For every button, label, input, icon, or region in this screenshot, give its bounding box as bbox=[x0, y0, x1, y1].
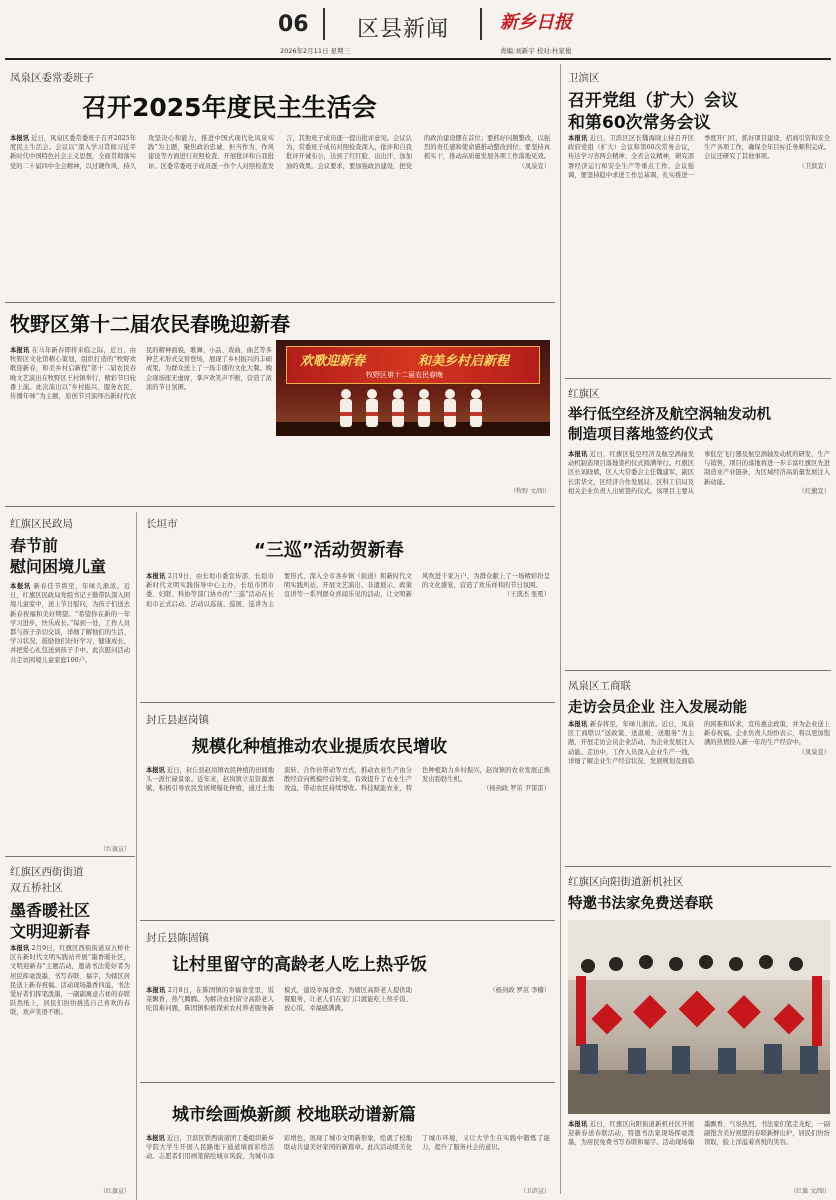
kicker-changyuan: 长垣市 bbox=[146, 518, 178, 530]
kicker-fengqiu-planting: 封丘县赵岗镇 bbox=[146, 714, 209, 726]
kicker-weibin-meeting: 卫滨区 bbox=[568, 72, 600, 84]
body-changyuan bbox=[146, 572, 550, 692]
body-hongqi-xizhou bbox=[10, 944, 130, 1182]
byline-changyuan: （王凯杰 张冕） bbox=[503, 591, 550, 599]
masthead-rule bbox=[5, 58, 831, 60]
headline-hongqi-children-2: 慰问困境儿童 bbox=[10, 557, 107, 576]
text-fengqiu-planting: 近日，封丘县赵岗镇农民种植的田间地头一派忙碌景象。近年来，赵岗镇立足资源禀赋，积极引导农民发展规模化种植，通过土地流转、合作社带动等方式，推动农业生产由分散经营向规模经营转变，有效提升了农业生产效益，带动农民持续增收。科技赋能农业，特色种植助力乡村振兴，赵岗镇的农业发展正焕发出勃勃生机。 bbox=[146, 767, 550, 793]
lead-muye-gala: 本报讯 bbox=[10, 347, 30, 354]
lead-fengquan-business: 本报讯 bbox=[568, 721, 588, 728]
body-xiangyang-couplets bbox=[568, 1120, 830, 1186]
body-weibin-meeting bbox=[568, 134, 830, 372]
lead-weibin-murals: 本报讯 bbox=[146, 1135, 165, 1142]
rule-right-3 bbox=[565, 866, 831, 867]
rule-left-1 bbox=[5, 856, 135, 857]
kicker-hongqi-children: 红旗区民政局 bbox=[10, 518, 73, 530]
rule-1 bbox=[5, 302, 555, 303]
masthead-divider-left bbox=[323, 8, 325, 40]
lead-fengqiu-elderly: 本报讯 bbox=[146, 987, 166, 994]
byline-fengqiu-elderly: （杨剑政 罗茁 李楠） bbox=[489, 987, 550, 994]
byline-weibin-meeting: （卫滨宣） bbox=[798, 162, 830, 170]
section-title: 区县新闻 bbox=[357, 17, 450, 42]
text-weibin-murals: 近日，卫滨区铁西街道团工委组织新乡学院大学生开展人民路地下通道墙面彩绘活动。志愿者们用画笔描绘城市风貌，为城市添彩增色，展现了城市文明新形象，绘就了校地联动共建美好家园的新篇章。此次活动既美化了城市环境，又让大学生在实践中锻炼了能力，提升了服务社会的意识。 bbox=[146, 1135, 550, 1161]
byline-hongqi-xizhou: （红旗宣） bbox=[99, 1188, 130, 1195]
kicker-hongqi-xizhou-1: 红旗区西街街道 bbox=[10, 866, 84, 878]
byline-fengqiu-planting: （杨剑政 罗茁 尹雷雷） bbox=[483, 785, 550, 793]
photo-couplets-group bbox=[568, 920, 830, 1114]
rule-mid-2 bbox=[140, 920, 555, 921]
brand-logo: 新乡日报 bbox=[500, 12, 572, 33]
lead-hongqi-children: 本报讯 bbox=[10, 583, 31, 590]
byline-hongqi-children: （红旗宣） bbox=[99, 846, 130, 853]
rule-right-2 bbox=[565, 670, 831, 671]
column-rule-right bbox=[560, 64, 561, 1194]
lead-fengqiu-planting: 本报讯 bbox=[146, 767, 165, 774]
column-rule-left bbox=[136, 512, 137, 1200]
headline-weibin-murals: 城市绘画焕新颜 校地联动谱新篇 bbox=[172, 1105, 416, 1125]
text-hongqi-aviation: 近日，红旗区低空经济及航空涡轴发动机制造项目落地签约仪式圆满举行。红旗区区长刘晓斌，区人大常委会主任魏建军，副区长雷华文，区经济合作发展局、区科工信局及相关企业负责人出席签约仪式。该项目主要从事低空飞行器及航空涡轴发动机的研发、生产与销售，项目的落地将进一步丰富红旗区先进制造业产业链条，为区域经济高质量发展注入新动能。 bbox=[568, 451, 830, 495]
byline-fengquan-meeting: （凤泉宣） bbox=[518, 162, 550, 170]
banner-text-right: 和美乡村启新程 bbox=[418, 354, 510, 369]
performers-figure bbox=[276, 384, 550, 436]
lead-weibin-meeting: 本报讯 bbox=[568, 135, 588, 142]
body-fengquan-meeting bbox=[10, 134, 550, 296]
body-muye-gala-2 bbox=[398, 438, 550, 490]
editors-line: 责编:刘新宇 校对:杜家俊 bbox=[500, 47, 572, 55]
byline-muye-gala: （牧野 文/图） bbox=[510, 488, 550, 495]
rule-right-1 bbox=[565, 378, 831, 379]
rule-mid-1 bbox=[140, 702, 555, 703]
text-hongqi-children: 新春佳节将至，年味儿渐浓。近日，红旗区民政局党组书记王勤带队深入困境儿童家中，送上节日慰问，为孩子们送去新春祝福和美好期望。“希望你在新的一年学习进步，快乐成长。”每到一处，工作人员都与孩子亲切交谈，详细了解他们的生活、学习状况，鼓励他们好好学习、健康成长，并把爱心礼包送到孩子手中。此次慰问活动共走访困境儿童家庭100户。 bbox=[10, 583, 130, 664]
headline-hongqi-children-1: 春节前 bbox=[10, 536, 59, 555]
byline-weibin-murals: （卫滨宣） bbox=[519, 1188, 550, 1195]
text-weibin-meeting: 近日，卫滨区区长魏海晓主持召开区政府党组（扩大）会议和第60次常务会议，传达学习省两会精神、全省会议精神，研究部署经济运行和安全生产等重点工作。会议强调，要坚持稳中求进工作总基调，扎实推进一季度开门红，抓好项目建设、招商引资和安全生产各项工作，确保全年目标任务顺利完成。会议还研究了其他事项。 bbox=[568, 135, 830, 179]
kicker-fengqiu-elderly: 封丘县陈固镇 bbox=[146, 932, 209, 944]
lead-changyuan: 本报讯 bbox=[146, 573, 166, 580]
body-hongqi-aviation bbox=[568, 450, 830, 664]
date-line: 2026年2月11日 星期三 bbox=[280, 47, 351, 55]
headline-weibin-meeting-2: 和第60次常务会议 bbox=[568, 113, 711, 133]
headline-hongqi-xizhou-1: 墨香暖社区 bbox=[10, 901, 91, 920]
headline-muye-gala: 牧野区第十二届农民春晚迎新春 bbox=[10, 312, 290, 336]
headline-hongqi-aviation-2: 制造项目落地签约仪式 bbox=[568, 427, 713, 443]
photo-muye-gala-stage bbox=[276, 340, 550, 436]
body-muye-gala bbox=[10, 346, 272, 498]
kicker-hongqi-aviation: 红旗区 bbox=[568, 388, 600, 400]
headline-xiangyang-couplets: 特邀书法家免费送春联 bbox=[568, 896, 713, 912]
byline-hongqi-aviation: （红旗宣） bbox=[798, 487, 830, 495]
headline-hongqi-xizhou-2: 文明迎新春 bbox=[10, 922, 91, 941]
masthead-divider-right bbox=[480, 8, 482, 40]
text-xiangyang-couplets: 近日，红旗区向阳街道新机社区开展迎新春送春联活动，特邀书法家现场挥毫泼墨，为居民免费书写春联和福字。活动现场翰墨飘香、气氛热烈，书法家们笔走龙蛇，一副副饱含美好祝愿的春联新鲜出炉，居民们纷纷领取，脸上洋溢着喜悦的笑容。 bbox=[568, 1121, 830, 1147]
body-fengquan-business bbox=[568, 720, 830, 856]
headline-fengqiu-planting: 规模化种植推动农业提质农民增收 bbox=[192, 737, 447, 757]
banner-subtext: 牧野区第十二届农民春晚 bbox=[366, 371, 443, 379]
kicker-xiangyang-couplets: 红旗区向阳街道新机社区 bbox=[568, 876, 684, 888]
kicker-hongqi-xizhou-2: 双五桥社区 bbox=[10, 882, 63, 894]
text-fengqiu-elderly: 2月8日，在陈固镇的幸福食堂里，饭菜飘香，热气腾腾。为解决农村留守高龄老人吃饭难问题，陈固镇积极探索农村养老服务新模式，建设幸福食堂，为辖区高龄老人提供助餐服务，让老人们在家门口就能吃上热乎饭、放心饭，幸福感满满。 bbox=[146, 987, 412, 1013]
text-changyuan: 2月9日，由长垣市委宣传部、长垣市新时代文明实践指导中心主办，长垣市团市委、妇联、科协等部门协办的“三巡”活动在长垣市正式启动。活动以巡演、巡展、巡讲为主要形式，深入全市各乡镇（街道）和新时代文明实践所站，开展文艺演出、非遗展示、政策宣讲等一系列群众喜闻乐见的活动，让文明新风吹进千家万户，为群众献上了一场精彩纷呈的文化盛宴，营造了欢乐祥和的节日氛围。 bbox=[146, 573, 550, 608]
body-hongqi-children bbox=[10, 582, 130, 850]
lead-hongqi-xizhou: 本报讯 bbox=[10, 945, 30, 952]
headline-fengquan-business: 走访会员企业 注入发展动能 bbox=[568, 700, 748, 716]
lead-xiangyang-couplets: 本报讯 bbox=[568, 1121, 588, 1128]
text-fengquan-meeting: 近日，凤泉区委常委班子召开2025年度民主生活会。会议以“深入学习贯彻习近平新时代中国特色社会主义思想，全面贯彻落实党的二十届四中全会精神，以过硬作风、持久攻坚决心和能力，推进中国式现代化凤泉实践”为主题，聚焦政治忠诚、担当作为、作风建设等方面进行对照检查、开展批评和自我批评。区委常委班子成员逐一作个人对照检查发言，其他班子成员逐一提出批评意见。会议认为，常委班子成员对照检查深入，批评和自我批评开诚布公，达到了红红脸、出出汗、加加油的效果。会议要求，要加强政治建设，把党的政治建设摆在首位；要抓好问题整改，以强烈的责任感和使命感推动整改到位；要坚持真抓实干，推动高质量发展各项工作落地见效。 bbox=[10, 135, 550, 170]
headline-hongqi-aviation-1: 举行低空经济及航空涡轴发动机 bbox=[568, 407, 771, 423]
rule-mid-3 bbox=[140, 1082, 555, 1083]
text-fengquan-business: 新春将至，年味儿渐浓。近日，凤泉区工商联以“送政策、送温暖、送服务”为主题，开展走访会员企业活动，为企业发展注入动能。走访中，工作人员深入企业生产一线，详细了解企业生产经营状况、发展规划及面临的困难和诉求，宣传惠企政策，并为企业送上新春祝福。企业负责人纷纷表示，将以更加饱满的热情投入新一年的生产经营中。 bbox=[568, 721, 830, 765]
headline-fengquan-meeting: 召开2025年度民主生活会 bbox=[82, 93, 377, 122]
page-number: 06 bbox=[278, 12, 309, 37]
lead-fengquan-meeting: 本报讯 bbox=[10, 135, 30, 142]
body-fengqiu-planting bbox=[146, 766, 550, 910]
banner-text-left: 欢歌迎新春 bbox=[300, 354, 366, 369]
kicker-fengquan-meeting: 凤泉区委常委班子 bbox=[10, 72, 94, 84]
text-muye-gala: 在马年新春即将来临之际，近日，由牧野区文化馆精心策划，组织打造的“牧野欢歌迎新春，和美乡村启新程”第十二届农民春晚文艺演出在牧野区王村镇举行，精彩节目轮番上演。此次演出以“乡村振兴、服务农民、传播年味”为主题，原创节目演绎出新时代农民的精神面貌，歌舞、小品、戏曲、曲艺等多种艺术形式交替登场，展现了乡村振兴的丰硕成果，为群众送上了一场丰盛的文化大餐。晚会现场座无虚席，掌声欢笑声不断，营造了浓浓的节日氛围。 bbox=[10, 347, 272, 401]
kicker-fengquan-business: 凤泉区工商联 bbox=[568, 680, 631, 692]
lead-hongqi-aviation: 本报讯 bbox=[568, 451, 588, 458]
headline-weibin-meeting-1: 召开党组（扩大）会议 bbox=[568, 91, 738, 111]
headline-changyuan: “三巡”活动贺新春 bbox=[254, 540, 404, 561]
couplets-group-figure bbox=[568, 920, 830, 1114]
headline-fengqiu-elderly: 让村里留守的高龄老人吃上热乎饭 bbox=[172, 955, 427, 975]
body-fengqiu-elderly bbox=[146, 986, 550, 1070]
text-hongqi-xizhou: 2月9日，红旗区西街街道双五桥社区在新时代文明实践站开展“墨香暖社区，文明迎新春”主题活动，邀请书法爱好者为居民挥毫泼墨、书写春联、福字，为辖区居民送上新春祝福。活动现场墨香四溢，书法爱好者们挥笔泼墨，一副副寓意吉祥的春联跃然纸上，居民们纷纷挑选自己喜欢的春联，欢声笑语不断。 bbox=[10, 945, 130, 1017]
rule-2 bbox=[5, 506, 555, 507]
byline-fengquan-business: （凤泉宣） bbox=[798, 748, 830, 756]
byline-xiangyang-couplets: （红旗 文/图） bbox=[790, 1188, 830, 1195]
body-weibin-murals bbox=[146, 1134, 550, 1190]
